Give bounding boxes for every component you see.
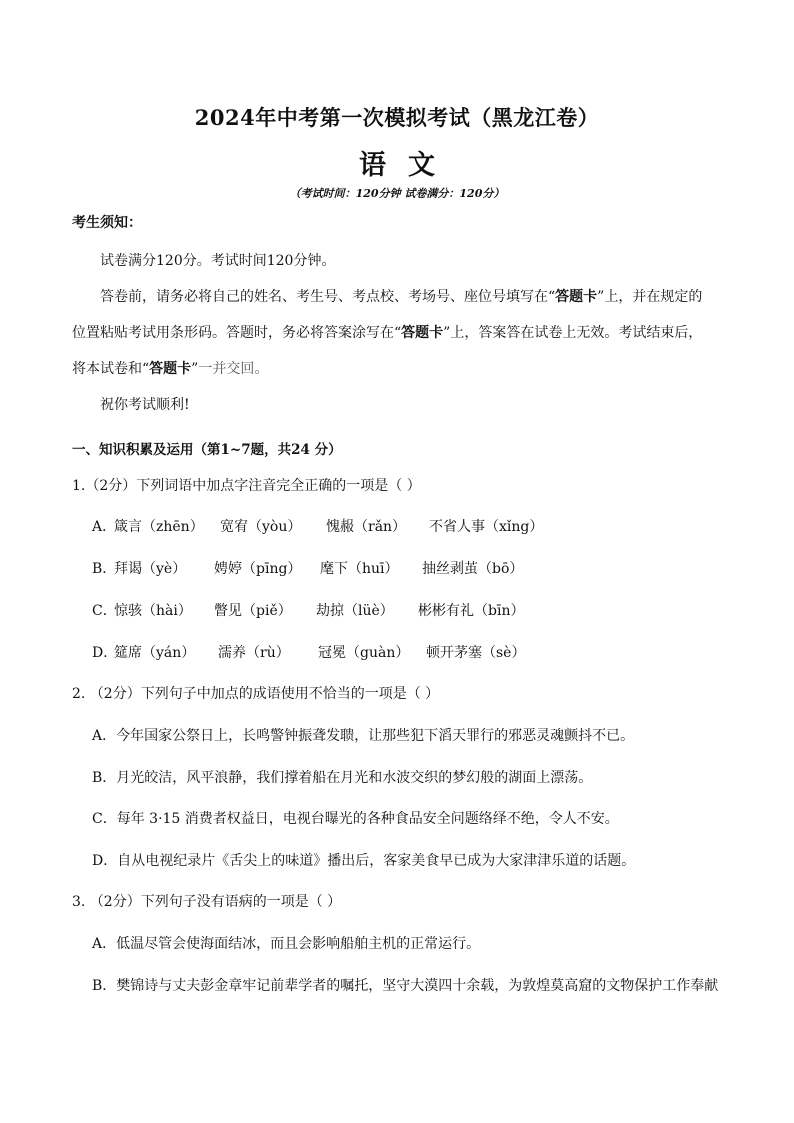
q3-option-b: B．樊锦诗与丈夫彭金章牢记前辈学者的嘱托，坚守大漠四十余载，为敦煌莫高窟的文物保护工作奉献 bbox=[92, 978, 719, 994]
option-word: 冠冕（guàn） bbox=[318, 645, 410, 661]
option-label: A． bbox=[92, 519, 117, 535]
section-heading: 一、知识积累及运用（第1~7题，共24 分） bbox=[72, 442, 342, 458]
notice-paragraph-2 bbox=[72, 279, 722, 315]
option-word: 瞥见（piě） bbox=[214, 603, 292, 619]
option-word: 箴言（zhēn） bbox=[114, 519, 204, 535]
q2-option-a: A．今年国家公祭日上，长鸣警钟振聋发聩，让那些犯下滔天罪行的邪恶灵魂颤抖不已。 bbox=[92, 728, 635, 744]
option-word: 娉婷（pīng） bbox=[214, 561, 302, 577]
notice-text: 位置粘贴考试用条形码。答题时，务必将答案涂写在“ bbox=[72, 325, 402, 341]
option-word: 濡养（rù） bbox=[218, 645, 290, 661]
exam-title: 2024年中考第一次模拟考试（黑龙江卷） bbox=[194, 105, 600, 130]
subject-title: 语文 bbox=[359, 150, 457, 181]
notice-paragraph-3 bbox=[72, 315, 722, 351]
option-word: 拜谒（yè） bbox=[114, 561, 187, 577]
notice-text: 答卷前，请务必将自己的姓名、考生号、考点校、考场号、座位号填写在“ bbox=[100, 289, 556, 305]
notice-text: ” bbox=[191, 361, 199, 377]
q2-option-d: D．自从电视纪录片《舌尖上的味道》播出后，客家美食早已成为大家津津乐道的话题。 bbox=[92, 853, 636, 869]
question-2-stem: 2. （2分）下列句子中加点的成语使用不恰当的一项是（ ） bbox=[72, 686, 440, 702]
option-label: D． bbox=[92, 645, 118, 661]
q2-option-b: B．月光皎洁，风平浪静，我们撑着船在月光和水波交织的梦幻般的湖面上漂荡。 bbox=[92, 770, 593, 786]
option-word: 宽宥（yòu） bbox=[220, 519, 302, 535]
option-label: B． bbox=[92, 561, 117, 577]
notice-wish: 祝你考试顺利! bbox=[100, 397, 190, 413]
notice-text: 将本试卷和“ bbox=[72, 361, 150, 377]
option-word: 抽丝剥茧（bō） bbox=[422, 561, 524, 577]
notice-paragraph-4 bbox=[72, 351, 722, 387]
notice-paragraph-1: 试卷满分120分。考试时间120分钟。 bbox=[100, 253, 336, 269]
time-info: （考试时间：120分钟 试卷满分：120分） bbox=[289, 187, 505, 200]
question-3-stem: 3. （2分）下列句子没有语病的一项是（ ） bbox=[72, 894, 342, 910]
q3-option-a: A．低温尽管会使海面结冰，而且会影响船舶主机的正常运行。 bbox=[92, 936, 481, 952]
notice-text: ”上，并在规定的 bbox=[597, 289, 703, 305]
option-word: 不省人事（xǐng） bbox=[429, 519, 544, 535]
notice-title: 考生须知： bbox=[72, 215, 142, 231]
option-word: 愧赧（rǎn） bbox=[326, 519, 407, 535]
option-word: 彬彬有礼（bīn） bbox=[418, 603, 525, 619]
question-1-stem: 1.（2分）下列词语中加点字注音完全正确的一项是（ ） bbox=[72, 478, 421, 494]
option-word: 筵席（yán） bbox=[114, 645, 196, 661]
option-word: 劫掠（lüè） bbox=[316, 603, 394, 619]
answer-card-term: 答题卡 bbox=[555, 289, 598, 305]
notice-text: 一并交回。 bbox=[198, 361, 269, 377]
q2-option-c: C．每年 3·15 消费者权益日，电视台曝光的各种食品安全问题络绎不绝，令人不安。 bbox=[92, 811, 619, 827]
answer-card-term: 答题卡 bbox=[401, 325, 444, 341]
option-word: 顿开茅塞（sè） bbox=[426, 645, 526, 661]
option-word: 麾下（huī） bbox=[320, 561, 399, 577]
option-word: 惊骇（hài） bbox=[114, 603, 192, 619]
option-label: C． bbox=[92, 603, 117, 619]
notice-text: ”上，答案答在试卷上无效。考试结束后， bbox=[443, 325, 703, 341]
answer-card-term: 答题卡 bbox=[149, 361, 192, 377]
